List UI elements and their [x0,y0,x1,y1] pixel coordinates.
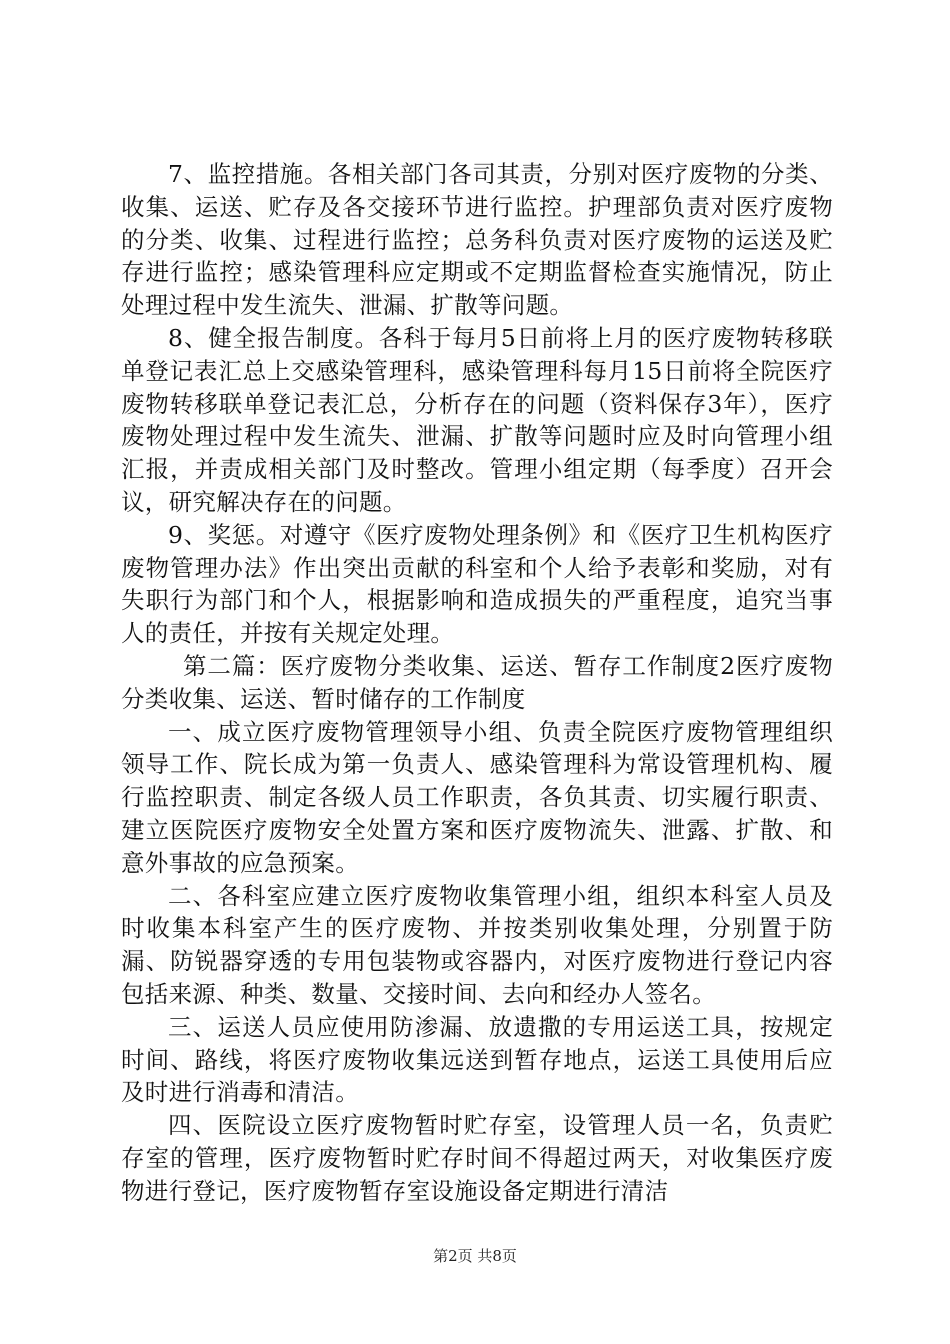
paragraph-rewards-penalties: 9、奖惩。对遵守《医疗废物处理条例》和《医疗卫生机构医疗废物管理办法》作出突出贡献的科室和个人给予表彰和奖励，对有失职行为部门和个人，根据影响和造成损失的严重程度，追究当事人的责任，并按有关规定处理。 [121,520,833,648]
document-body [121,158,833,1208]
paragraph-item-3: 三、运送人员应使用防渗漏、放遗撒的专用运送工具，按规定时间、路线，将医疗废物收集远送到暂存地点，运送工具使用后应及时进行消毒和清洁。 [121,1012,833,1107]
page-footer [0,1246,950,1266]
section-title: 第二篇：医疗废物分类收集、运送、暂存工作制度2医疗废物分类收集、运送、暂时储存的工作制度 [121,651,833,713]
paragraph-item-1: 一、成立医疗废物管理领导小组、负责全院医疗废物管理组织领导工作、院长成为第一负责人、感染管理科为常设管理机构、履行监控职责、制定各级人员工作职责，各负其责、切实履行职责、建立医院医疗废物安全处置方案和医疗废物流失、泄露、扩散、和意外事故的应急预案。 [121,717,833,877]
page-number: 第2页 [433,1247,478,1265]
paragraph-monitoring-measures: 7、监控措施。各相关部门各司其责，分别对医疗废物的分类、收集、运送、贮存及各交接环节进行监控。护理部负责对医疗废物的分类、收集、过程进行监控；总务科负责对医疗废物的运送及贮存进行监控；感染管理科应定期或不定期监督检查实施情况，防止处理过程中发生流失、泄漏、扩散等问题。 [121,160,833,320]
paragraph-reporting-system: 8、健全报告制度。各科于每月5日前将上月的医疗废物转移联单登记表汇总上交感染管理科，感染管理科每月15日前将全院医疗废物转移联单登记表汇总，分析存在的问题（资料保存3年），医疗废物处理过程中发生流失、泄漏、扩散等问题时应及时向管理小组汇报，并责成相关部门及时整改。管理小组定期（每季度）召开会议，研究解决存在的问题。 [121,323,833,516]
paragraph-item-2: 二、各科室应建立医疗废物收集管理小组，组织本科室人员及时收集本科室产生的医疗废物、并按类别收集处理，分别置于防漏、防锐器穿透的专用包装物或容器内，对医疗废物进行登记内容包括来源、种类、数量、交接时间、去向和经办人签名。 [121,881,833,1008]
page-total: 共8页 [477,1247,517,1265]
paragraph-item-4: 四、医院设立医疗废物暂时贮存室，设管理人员一名，负责贮存室的管理，医疗废物暂时贮存时间不得超过两天，对收集医疗废物进行登记，医疗废物暂存室设施设备定期进行清洁 [121,1111,833,1205]
